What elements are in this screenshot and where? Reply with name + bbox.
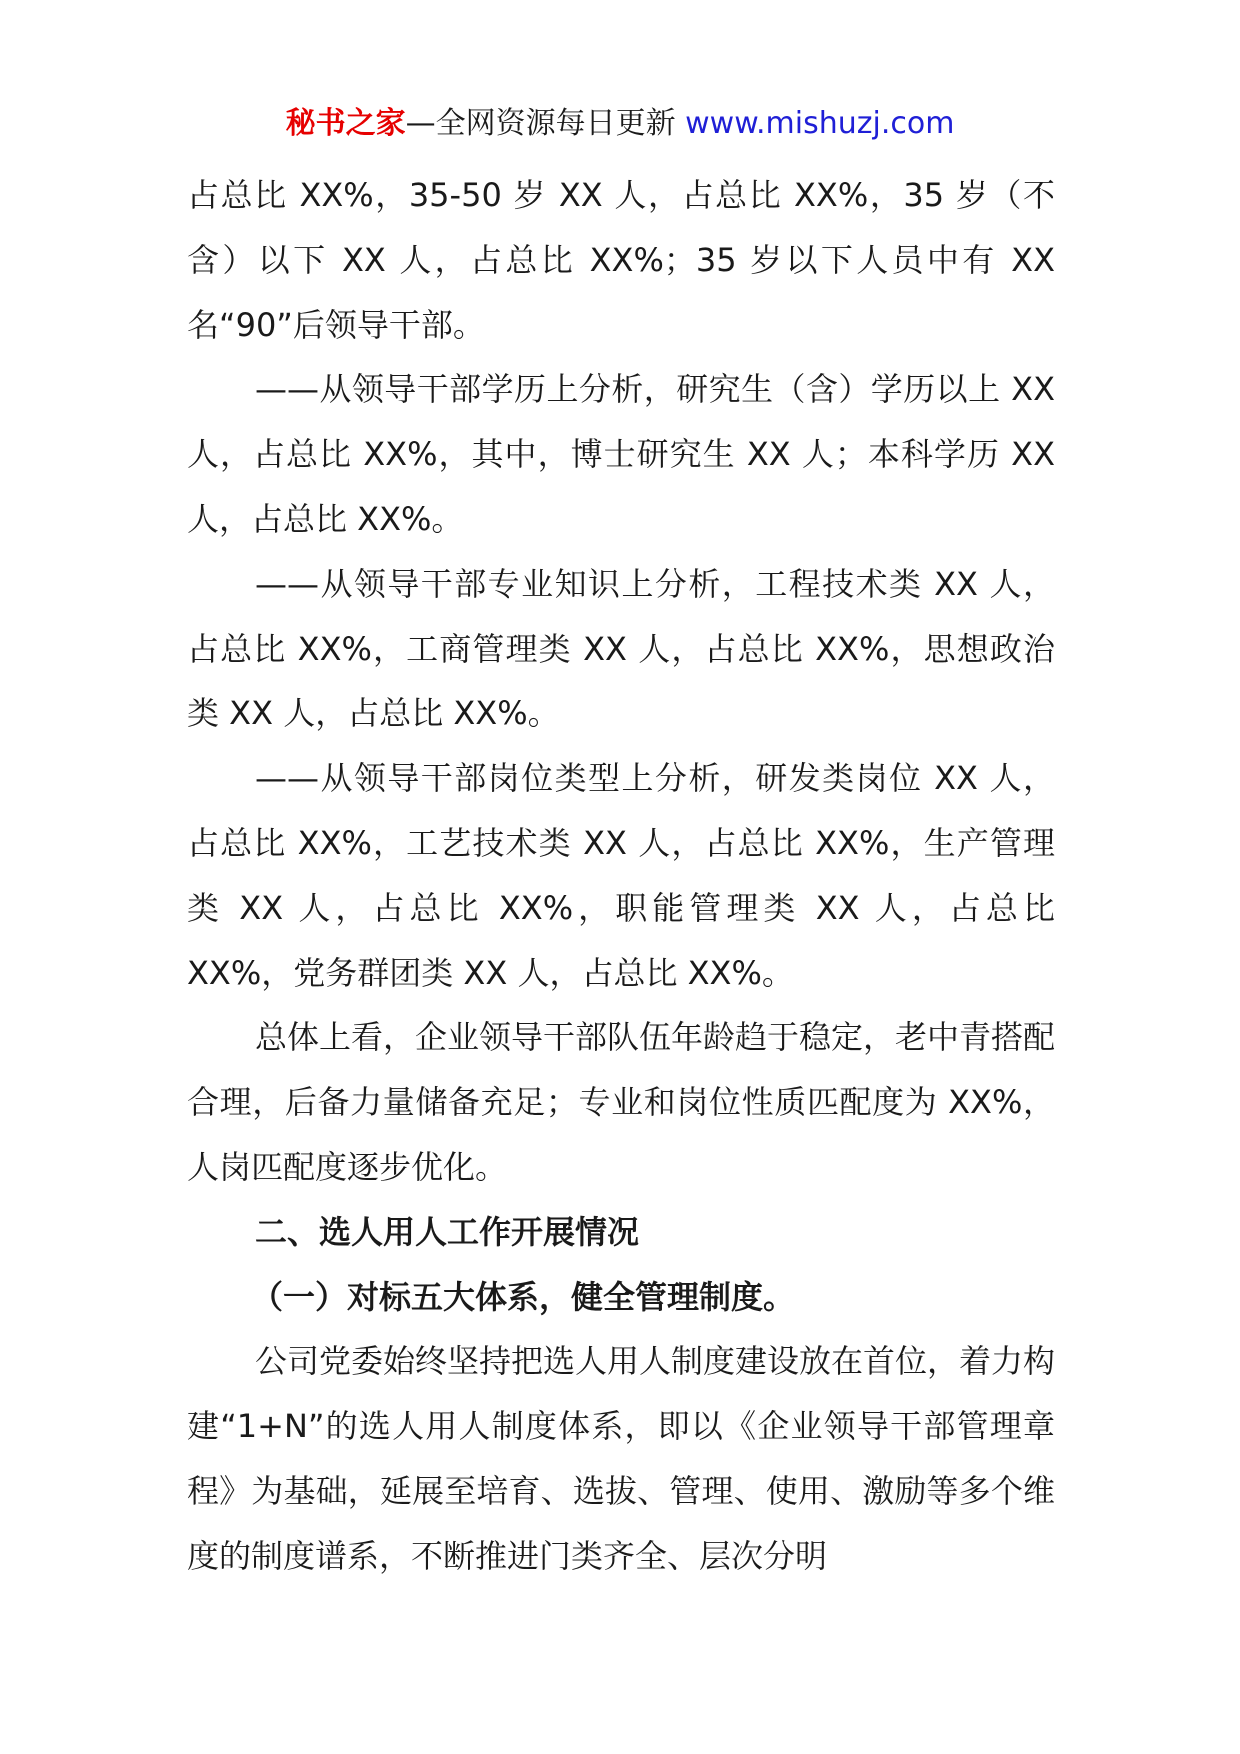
paragraph-overall: 总体上看，企业领导干部队伍年龄趋于稳定，老中青搭配合理，后备力量储备充足；专业和岗位性质匹配度为 XX%，人岗匹配度逐步优化。	[187, 1018, 1056, 1186]
paragraph-professional-knowledge: ——从领导干部专业知识上分析，工程技术类 XX 人，占总比 XX%，工商管理类 XX 人，占总比 XX%，思想政治类 XX 人，占总比 XX%。	[187, 564, 1055, 733]
paragraph-age-stats: 占总比 XX%，35-50 岁 XX 人，占总比 XX%，35 岁（不含）以下 XX 人，占总比 XX%；35 岁以下人员中有 XX 名“90”后领导干部。	[187, 176, 1055, 344]
header-slogan: —全网资源每日更新	[405, 106, 686, 141]
section-heading: 二、选人用人工作开展情况	[255, 1212, 640, 1251]
header-brand: 秘书之家	[285, 106, 406, 141]
page-header	[0, 100, 1240, 148]
subsection-heading: （一）对标五大体系，健全管理制度。	[251, 1277, 796, 1316]
paragraph-job-type: ——从领导干部岗位类型上分析，研发类岗位 XX 人，占总比 XX%，工艺技术类 XX 人，占总比 XX%，生产管理类 XX 人，占总比 XX%，职能管理类 XX 人，占总比 XX%，党务群团类 XX 人，占总比 XX%。	[187, 759, 1055, 992]
header-url[interactable]: www.mishuzj.com	[685, 106, 955, 141]
paragraph-education: ——从领导干部学历上分析，研究生（含）学历以上 XX 人，占总比 XX%，其中，博士研究生 XX 人；本科学历 XX 人，占总比 XX%。	[187, 370, 1055, 538]
paragraph-system-building: 公司党委始终坚持把选人用人制度建设放在首位，着力构建“1+N”的选人用人制度体系，即以《企业领导干部管理章程》为基础，延展至培育、选拔、管理、使用、激励等多个维度的制度谱系，不断推进门类齐全、层次分明	[187, 1342, 1056, 1575]
document-body	[187, 163, 1055, 1589]
